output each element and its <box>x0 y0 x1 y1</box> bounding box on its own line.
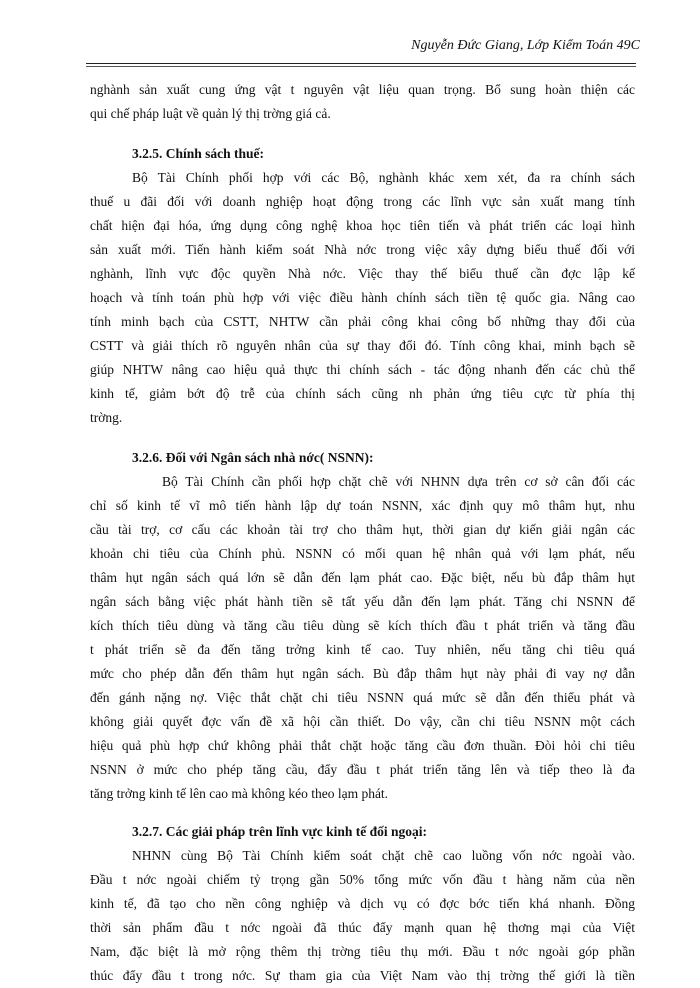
paragraph-line: tính minh bạch của CSTT, NHTW cần phải công khai công bố những thay đổi của <box>90 314 635 329</box>
paragraph-line: ngân sách bằng việc phát hành tiền sẽ tất yếu dẫn đến lạm phát. Tăng chi NSNN để <box>90 594 635 609</box>
paragraph-line: Bộ Tài Chính cần phối hợp chặt chẽ với NHNN dựa trên cơ sở cân đối các <box>162 474 635 489</box>
header-rule <box>86 63 636 64</box>
paragraph-line: NSNN ở mức cho phép tăng cầu, đẩy đầu t phát triển tăng lên và tiếp theo là đa <box>90 762 635 777</box>
paragraph-line: CSTT và giải thích rõ nguyên nhân của sự thay đổi đó. Tính công khai, minh bạch sẽ <box>90 338 635 353</box>
paragraph-line: chất hiện đại hóa, ứng dụng công nghệ khoa học tiên tiến và phát triển các loại hình <box>90 218 635 233</box>
paragraph-line: kinh tế, đã tạo cho nền công nghiệp và dịch vụ có đợc bớc tiến khá nhanh. Đồng <box>90 896 635 911</box>
paragraph-line: Bộ Tài Chính phối hợp với các Bộ, nghành khác xem xét, đa ra chính sách <box>132 170 635 185</box>
paragraph-line: mức cho phép dẫn đến thâm hụt ngân sách. Bù đắp thâm hụt này phải đi vay nợ dẫn <box>90 666 635 681</box>
section-heading-326: 3.2.6. Đối với Ngân sách nhà nớc( NSNN): <box>132 450 374 465</box>
paragraph-line: chỉ số kinh tế vĩ mô tiến hành lập dự toán NSNN, xác định quy mô thâm hụt, nhu <box>90 498 635 513</box>
paragraph-line: kinh tế, giảm bớt độ trễ của chính sách cũng nh phản ứng tiêu cực từ phía thị <box>90 386 635 401</box>
header-rule-secondary <box>86 66 636 67</box>
section-heading-325: 3.2.5. Chính sách thuế: <box>132 146 265 161</box>
paragraph-line: giúp NHTW nâng cao hiệu quả thực thi chính sách - tác động nhanh đến các chủ thể <box>90 362 635 377</box>
paragraph-line: đến gánh nặng nợ. Việc thắt chặt chi tiêu NSNN quá mức sẽ dẫn đến thiểu phát và <box>90 690 635 705</box>
paragraph-line: Đầu t nớc ngoài chiếm tỷ trọng gần 50% tổng mức vốn đầu t hàng năm của nền <box>90 872 635 887</box>
paragraph-line: trờng. <box>90 410 123 425</box>
paragraph-line: sản xuất mới. Tiến hành kiểm soát Nhà nớc trong việc xây dựng biểu thuế đối với <box>90 242 635 257</box>
paragraph-line: kích thích tiêu dùng và tăng cầu tiêu dùng sẽ kích thích đầu t phát triển và tăng đầu <box>90 618 635 633</box>
page-header: Nguyễn Đức Giang, Lớp Kiểm Toán 49C <box>411 38 640 53</box>
section-heading-327: 3.2.7. Các giải pháp trên lĩnh vực kinh tế đối ngoại: <box>132 824 428 839</box>
spacer <box>90 430 635 446</box>
paragraph-line: thuế u đãi đối với doanh nghiệp hoạt động trong các lĩnh vực sản xuất mang tính <box>90 194 635 209</box>
paragraph-line: nghành sản xuất cung ứng vật t nguyên vật liệu quan trọng. Bổ sung hoàn thiện các <box>90 82 635 97</box>
paragraph-line: cầu tài trợ, cơ cấu các khoản tài trợ cho thâm hụt, thời gian dự kiến giải ngân các <box>90 522 635 537</box>
paragraph-line: NHNN cùng Bộ Tài Chính kiểm soát chặt chẽ cao luồng vốn nớc ngoài vào. <box>132 848 635 863</box>
paragraph-line: Nam, đặc biệt là mở rộng thêm thị trờng tiêu thụ mới. Đầu t nớc ngoài góp phần <box>90 944 635 959</box>
paragraph-line: thâm hụt ngân sách quá lớn sẽ dẫn đến lạm phát cao. Đặc biệt, nếu bù đắp thâm hụt <box>90 570 635 585</box>
paragraph-line: t phát triển sẽ đa đến tăng trởng kinh tế cao. Tuy nhiên, nếu tăng chi tiêu quá <box>90 642 635 657</box>
paragraph-line: thời sản phẩm đầu t nớc ngoài đã thúc đẩy mạnh quan hệ thơng mại của Việt <box>90 920 635 935</box>
document-body <box>90 78 635 988</box>
paragraph-line: hiệu quả phù hợp chứ không phải thắt chặt hoặc tăng cầu đơn thuần. Đòi hỏi chi tiêu <box>90 738 635 753</box>
paragraph-line: khoản chi tiêu của Chính phủ. NSNN có mối quan hệ nhân quả với lạm phát, nếu <box>90 546 635 561</box>
paragraph-line: qui chế pháp luật về quản lý thị trờng giá cả. <box>90 106 331 121</box>
paragraph-line: nghành, lĩnh vực độc quyền Nhà nớc. Việc thay thế biểu thuế cần đợc lập kế <box>90 266 635 281</box>
paragraph-line: thúc đẩy đầu t trong nớc. Sự tham gia của Việt Nam vào thị trờng thế giới là tiền <box>90 968 635 983</box>
spacer <box>90 806 635 820</box>
paragraph-line: hoạch và tính toán phù hợp với việc điều hành chính sách tiền tệ quốc gia. Nâng cao <box>90 290 635 305</box>
spacer <box>90 126 635 142</box>
paragraph-line: không giải quyết đợc vấn đề xã hội cần thiết. Do vậy, cần chi tiêu NSNN một cách <box>90 714 635 729</box>
paragraph-line: tăng trởng kinh tế lên cao mà không kéo theo lạm phát. <box>90 786 389 801</box>
